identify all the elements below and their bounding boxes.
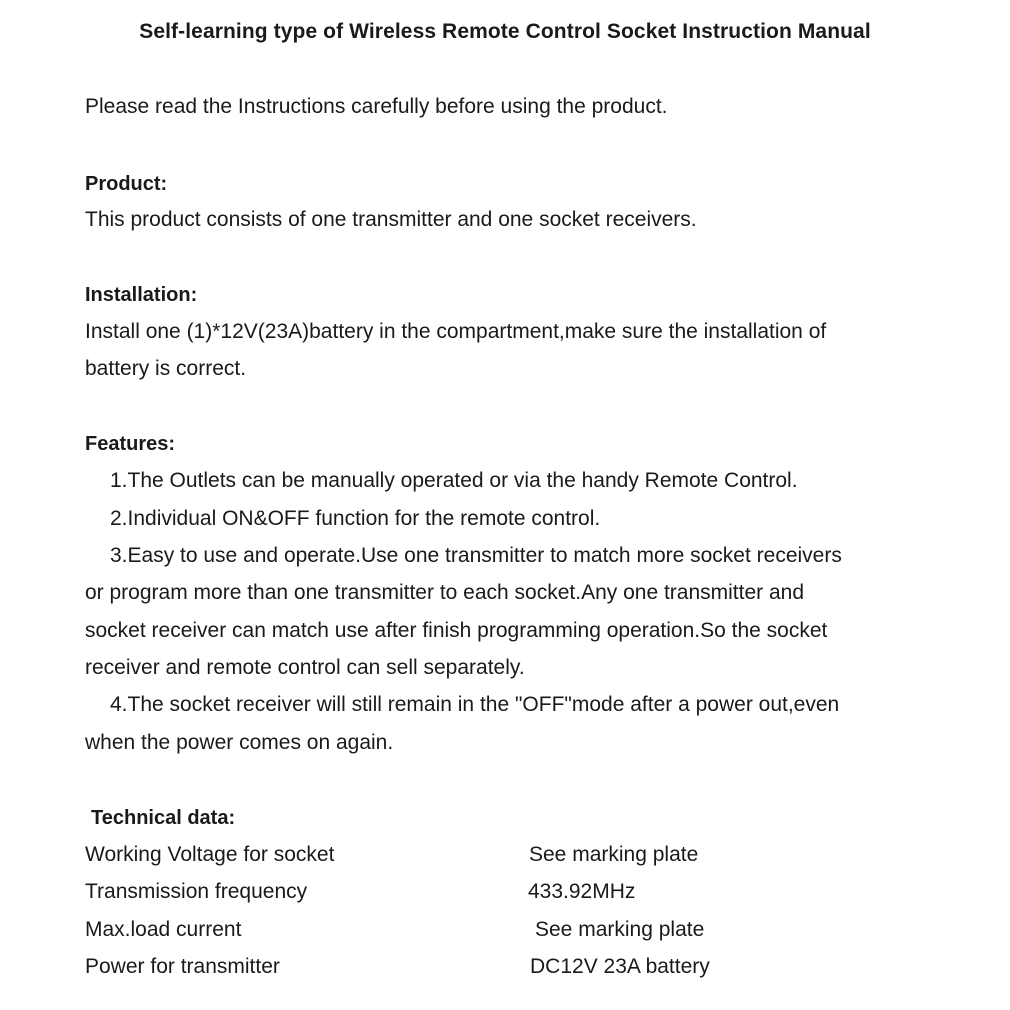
features-heading: Features: xyxy=(85,433,176,455)
document-title: Self-learning type of Wireless Remote Control Socket Instruction Manual xyxy=(139,20,871,43)
installation-heading: Installation: xyxy=(85,284,198,306)
tech-value: DC12V 23A battery xyxy=(530,955,710,978)
product-text: This product consists of one transmitter and one socket receivers. xyxy=(85,208,697,231)
installation-line: battery is correct. xyxy=(85,357,247,380)
feature-line: receiver and remote control can sell separately. xyxy=(85,656,525,679)
tech-value: 433.92MHz xyxy=(528,880,636,903)
installation-line: Install one (1)*12V(23A)battery in the compartment,make sure the installation of xyxy=(85,320,827,343)
feature-line: socket receiver can match use after finish programming operation.So the socket xyxy=(85,619,828,642)
feature-line: 4.The socket receiver will still remain in the "OFF"mode after a power out,even xyxy=(110,693,840,716)
technical-heading: Technical data: xyxy=(91,807,236,829)
feature-line: when the power comes on again. xyxy=(85,731,394,754)
tech-value: See marking plate xyxy=(535,918,705,941)
intro-text: Please read the Instructions carefully before using the product. xyxy=(85,95,668,118)
tech-label: Working Voltage for socket xyxy=(85,843,335,866)
feature-line: 2.Individual ON&OFF function for the remote control. xyxy=(110,507,601,530)
tech-value: See marking plate xyxy=(529,843,699,866)
tech-label: Transmission frequency xyxy=(85,880,308,903)
feature-line: 3.Easy to use and operate.Use one transmitter to match more socket receivers xyxy=(110,544,842,567)
feature-line: 1.The Outlets can be manually operated or via the handy Remote Control. xyxy=(110,469,798,492)
tech-label: Power for transmitter xyxy=(85,955,280,978)
product-heading: Product: xyxy=(85,173,168,195)
feature-line: or program more than one transmitter to each socket.Any one transmitter and xyxy=(85,581,805,604)
tech-label: Max.load current xyxy=(85,918,242,941)
